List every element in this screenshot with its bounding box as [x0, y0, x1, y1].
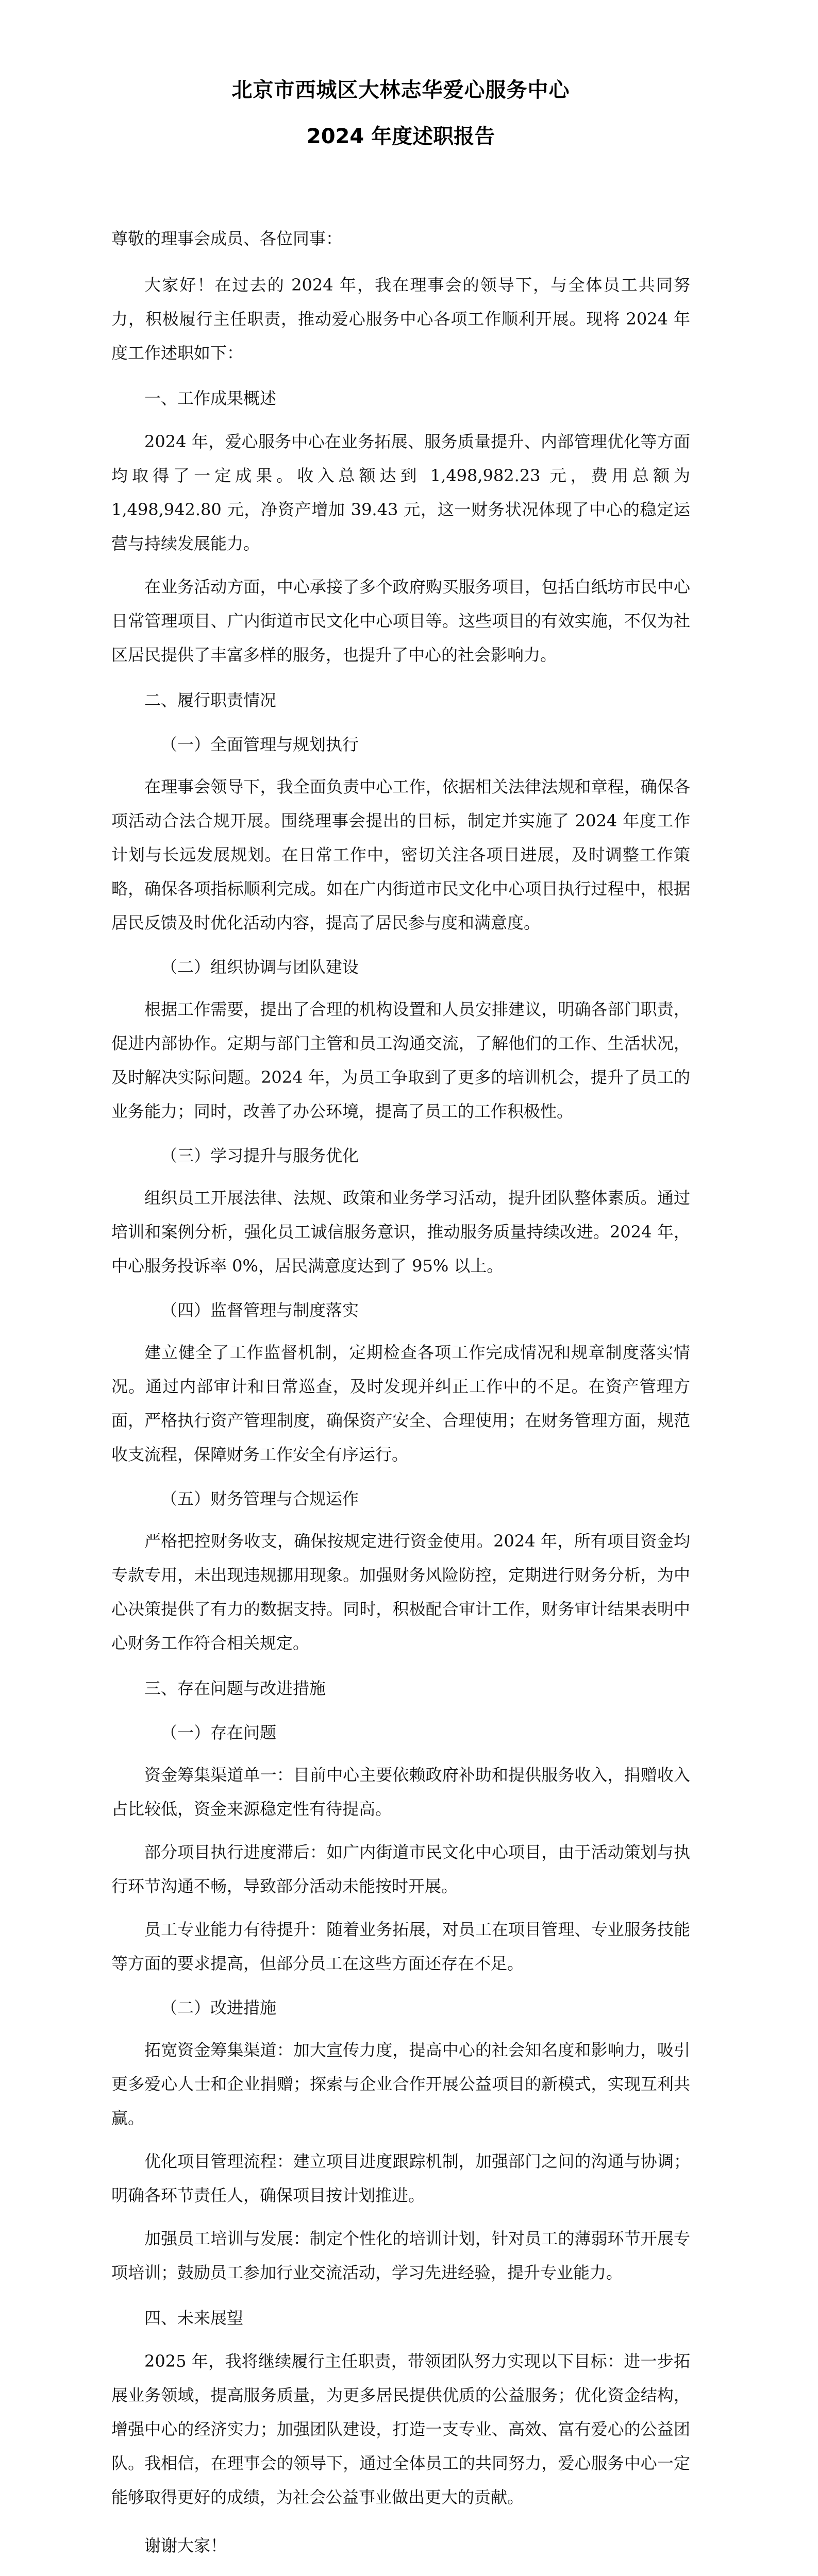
paragraph-finance-compliance: 严格把控财务收支，确保按规定进行资金使用。2024 年，所有项目资金均专款专用，未出现违规挪用现象。加强财务风险防控，定期进行财务分析，为中心决策提供了有力的数据支持。同时，积极配合审计工作，财务审计结果表明中心财务工作符合相关规定。: [111, 1531, 690, 1653]
paragraph-improvement-funding: 拓宽资金筹集渠道：加大宣传力度，提高中心的社会知名度和影响力，吸引更多爱心人士和企业捐赠；探索与企业合作开展公益项目的新模式，实现互利共赢。: [111, 2040, 690, 2128]
subsection-heading-finance-compliance: （五）财务管理与合规运作: [161, 1489, 359, 1509]
salutation: 尊敬的理事会成员、各位同事：: [111, 229, 343, 248]
paragraph-improvement-project-management: 优化项目管理流程：建立项目进度跟踪机制，加强部门之间的沟通与协调；明确各环节责任人，确保项目按计划推进。: [111, 2151, 690, 2205]
paragraph-problem-funding: 资金筹集渠道单一：目前中心主要依赖政府补助和提供服务收入，捐赠收入占比较低，资金来源稳定性有待提高。: [111, 1765, 690, 1819]
paragraph-supervision: 建立健全了工作监督机制，定期检查各项工作完成情况和规章制度落实情况。通过内部审计和日常巡查，及时发现并纠正工作中的不足。在资产管理方面，严格执行资产管理制度，确保资产安全、合理使用；在财务管理方面，规范收支流程，保障财务工作安全有序运行。: [111, 1343, 690, 1464]
paragraph-problem-project-delay: 部分项目执行进度滞后：如广内街道市民文化中心项目，由于活动策划与执行环节沟通不畅，导致部分活动未能按时开展。: [111, 1842, 690, 1896]
paragraph-learning-service: 组织员工开展法律、法规、政策和业务学习活动，提升团队整体素质。通过培训和案例分析，强化员工诚信服务意识，推动服务质量持续改进。2024 年，中心服务投诉率 0%，居民满意度达到了 95% 以上。: [111, 1188, 690, 1276]
section-heading-duties: 二、履行职责情况: [144, 690, 277, 710]
subsection-heading-learning-service: （三）学习提升与服务优化: [161, 1146, 359, 1165]
paragraph-financial-results: 2024 年，爱心服务中心在业务拓展、服务质量提升、内部管理优化等方面均取得了一定成果。收入总额达到 1,498,982.23 元，费用总额为 1,498,942.80 元，净资产增加 39.43 元，这一财务状况体现了中心的稳定运营与持续发展能力。: [111, 432, 690, 553]
document-title: 北京市西城区大林志华爱心服务中心: [231, 78, 570, 102]
section-heading-outlook: 四、未来展望: [144, 2308, 244, 2328]
section-heading-work-results: 一、工作成果概述: [144, 388, 277, 408]
paragraph-problem-staff-skills: 员工专业能力有待提升：随着业务拓展，对员工在项目管理、专业服务技能等方面的要求提高，但部分员工在这些方面还存在不足。: [111, 1920, 690, 1973]
paragraph-outlook: 2025 年，我将继续履行主任职责，带领团队努力实现以下目标：进一步拓展业务领域，提高服务质量，为更多居民提供优质的公益服务；优化资金结构，增强中心的经济实力；加强团队建设，打造一支专业、高效、富有爱心的公益团队。我相信，在理事会的领导下，通过全体员工的共同努力，爱心服务中心一定能够取得更好的成绩，为社会公益事业做出更大的贡献。: [111, 2351, 690, 2507]
paragraph-improvement-staff-training: 加强员工培训与发展：制定个性化的培训计划，针对员工的薄弱环节开展专项培训；鼓励员工参加行业交流活动，学习先进经验，提升专业能力。: [111, 2229, 690, 2282]
subsection-heading-improvements: （二）改进措施: [161, 1998, 277, 2018]
subsection-heading-coordination-team: （二）组织协调与团队建设: [161, 957, 359, 977]
document-subtitle: 2024 年度述职报告: [306, 125, 495, 148]
section-heading-problems-improvements: 三、存在问题与改进措施: [144, 1679, 326, 1698]
paragraph-management-planning: 在理事会领导下，我全面负责中心工作，依据相关法律法规和章程，确保各项活动合法合规开展。围绕理事会提出的目标，制定并实施了 2024 年度工作计划与长远发展规划。在日常工作中，密切关注各项目进展，及时调整工作策略，确保各项指标顺利完成。如在广内街道市民文化中心项目执行过程中，根据居民反馈及时优化活动内容，提高了居民参与度和满意度。: [111, 777, 690, 933]
subsection-heading-management-planning: （一）全面管理与规划执行: [161, 735, 359, 754]
subsection-heading-problems: （一）存在问题: [161, 1723, 277, 1742]
paragraph-coordination-team: 根据工作需要，提出了合理的机构设置和人员安排建议，明确各部门职责，促进内部协作。定期与部门主管和员工沟通交流，了解他们的工作、生活状况，及时解决实际问题。2024 年，为员工争取到了更多的培训机会，提升了员工的业务能力；同时，改善了办公环境，提高了员工的工作积极性。: [111, 999, 690, 1121]
intro-paragraph: 大家好！在过去的 2024 年，我在理事会的领导下，与全体员工共同努力，积极履行主任职责，推动爱心服务中心各项工作顺利开展。现将 2024 年度工作述职如下：: [111, 275, 690, 363]
report-body: [111, 222, 690, 2563]
subsection-heading-supervision: （四）监督管理与制度落实: [161, 1300, 359, 1320]
paragraph-business-activities: 在业务活动方面，中心承接了多个政府购买服务项目，包括白纸坊市民中心日常管理项目、广内街道市民文化中心项目等。这些项目的有效实施，不仅为社区居民提供了丰富多样的服务，也提升了中心的社会影响力。: [111, 577, 690, 665]
closing-thanks: 谢谢大家！: [144, 2536, 227, 2555]
